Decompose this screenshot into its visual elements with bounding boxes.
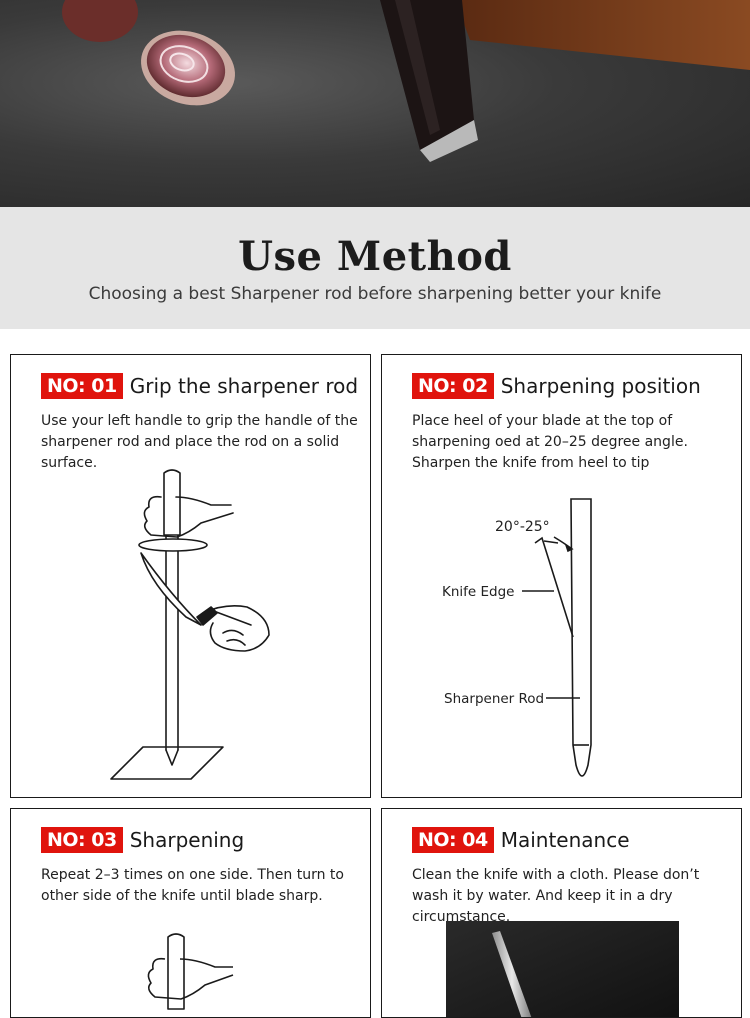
step-2-header <box>412 373 701 399</box>
step-3-badge: NO: 03 <box>41 827 123 853</box>
step-3-header <box>41 827 244 853</box>
step-card-2 <box>381 354 742 798</box>
hero-illustration <box>0 0 750 207</box>
step-1-description: Use your left handle to grip the handle of the sharpener rod and place the rod on a solid surface. <box>41 413 358 471</box>
step-3-description: Repeat 2–3 times on one side. Then turn to other side of the knife until blade sharp. <box>41 867 344 904</box>
sharpener-rod-label: Sharpener Rod <box>444 691 545 707</box>
step-1-badge: NO: 01 <box>41 373 123 399</box>
step-3-title: Sharpening <box>129 828 245 852</box>
knife-edge-label: Knife Edge <box>442 584 515 600</box>
step-card-1 <box>10 354 371 798</box>
step-2-title: Sharpening position <box>500 374 701 398</box>
step-4-header <box>412 827 630 853</box>
step-card-4 <box>381 808 742 1018</box>
step-4-description: Clean the knife with a cloth. Please don’t wash it by water. And keep it in a dry circumstance. <box>412 867 700 925</box>
step-1-header <box>41 373 358 399</box>
step-2-badge: NO: 02 <box>412 373 494 399</box>
knife-handle <box>380 0 478 162</box>
step-2-description: Place heel of your blade at the top of sharpening oed at 20–25 degree angle. Sharpen the knife from heel to tip <box>412 413 688 471</box>
angle-label: 20°-25° <box>495 519 550 535</box>
step-1-title: Grip the sharpener rod <box>129 374 359 398</box>
step-card-3 <box>10 808 371 1018</box>
cutting-board <box>455 0 750 70</box>
page-title: Use Method <box>238 233 512 280</box>
onion-whole <box>62 0 138 42</box>
onion-half <box>131 19 245 117</box>
step-4-badge: NO: 04 <box>412 827 494 853</box>
step-4-title: Maintenance <box>500 828 630 852</box>
page-subtitle: Choosing a best Sharpener rod before sharpening better your knife <box>88 284 662 304</box>
hero-photo <box>0 0 750 207</box>
